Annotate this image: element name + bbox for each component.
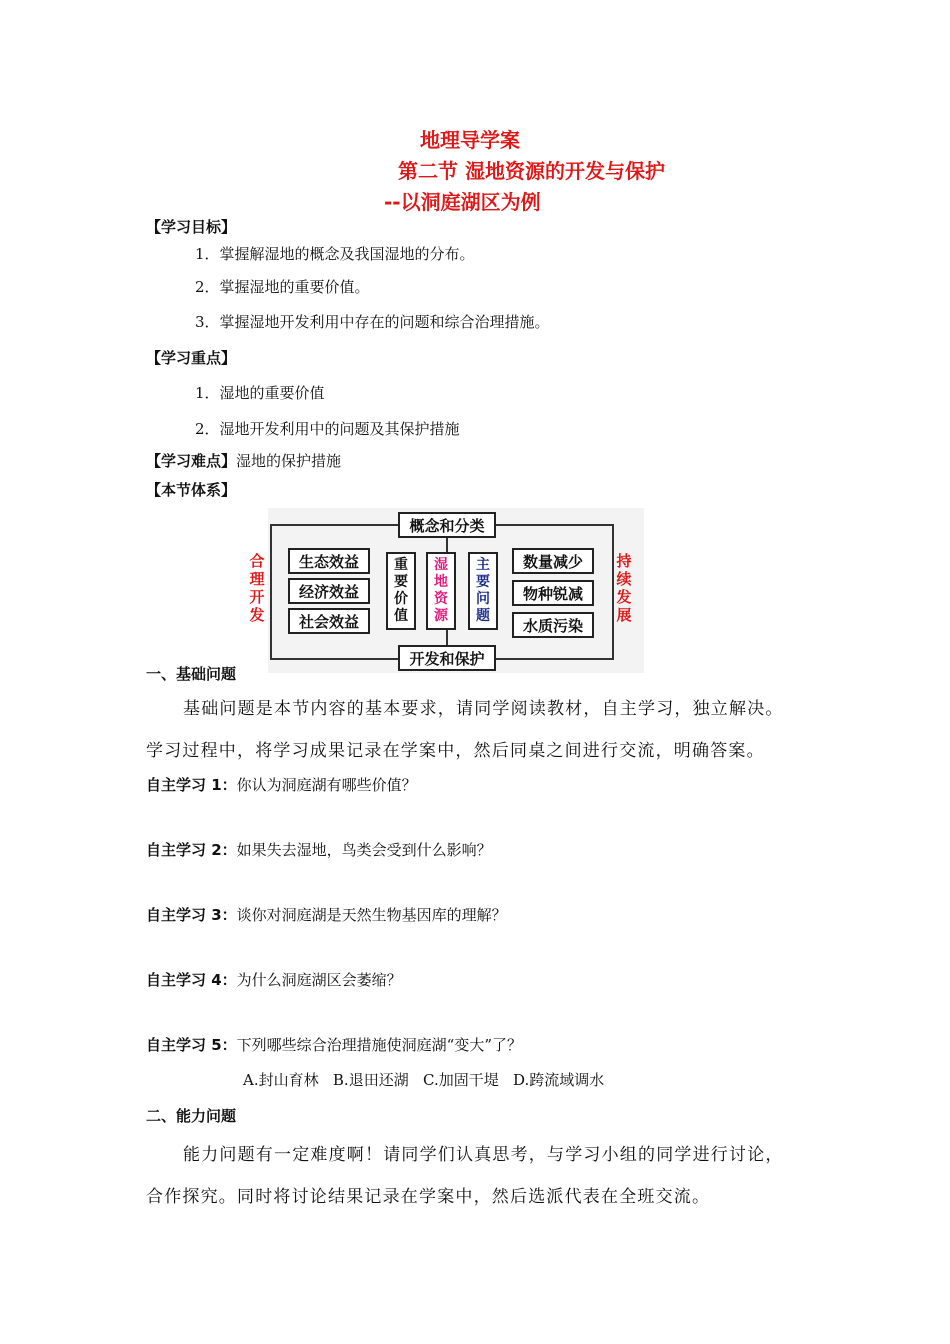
section2-paragraph: 合作探究。同时将讨论结果记录在学案中，然后选派代表在全班交流。 [146,1187,711,1207]
difficulty-line [146,450,341,471]
section1-paragraph: 基础问题是本节内容的基本要求，请同学阅读教材，自主学习，独立解决。 [183,699,784,719]
question-text: 如果失去湿地，鸟类会受到什么影响？ [236,841,492,859]
right-vertical-label: 持续发展 [616,552,632,624]
question-line [146,1034,522,1055]
question-text: 谈你对洞庭湖是天然生物基因库的理解？ [236,906,507,924]
keypoint-item: 2．湿地开发利用中的问题及其保护措施 [195,420,460,438]
concept-diagram [246,508,646,673]
problem-box: 数量减少 [512,548,594,574]
keypoints-heading: 【学习重点】 [146,349,237,367]
section2-paragraph: 能力问题有一定难度啊！请同学们认真思考，与学习小组的同学进行讨论， [183,1145,784,1165]
question-label: 自主学习 2： [146,841,237,859]
question-line [146,839,492,860]
center-box: 湿地资源 [426,552,456,630]
question-label: 自主学习 5： [146,1036,237,1054]
objective-item: 3．掌握湿地开发利用中存在的问题和综合治理措施。 [195,313,550,331]
problem-box: 水质污染 [512,612,594,638]
question-text: 下列哪些综合治理措施使洞庭湖“变大”了？ [236,1036,523,1054]
system-heading: 【本节体系】 [146,481,237,499]
keypoint-item: 1．湿地的重要价值 [195,384,325,402]
question-label: 自主学习 4： [146,971,237,989]
section2-heading: 二、能力问题 [146,1107,237,1125]
connector [446,630,448,645]
left-vertical-label: 合理开发 [249,552,265,624]
question-line [146,774,417,795]
answer-options: A.封山育林 B.退田还湖 C.加固干堤 D.跨流域调水 [243,1071,605,1089]
section-title: 第二节 湿地资源的开发与保护 [398,159,665,183]
objectives-heading: 【学习目标】 [146,218,237,236]
value-box: 重要价值 [386,552,416,630]
question-text: 你认为洞庭湖有哪些价值？ [236,776,417,794]
protection-box: 开发和保护 [398,645,496,671]
question-line [146,904,507,925]
problems-box: 主要问题 [468,552,498,630]
section1-paragraph: 学习过程中，将学习成果记录在学案中，然后同桌之间进行交流，明确答案。 [146,741,765,761]
concept-box: 概念和分类 [398,512,496,538]
question-label: 自主学习 1： [146,776,237,794]
benefit-box: 经济效益 [288,578,370,604]
question-label: 自主学习 3： [146,906,237,924]
difficulty-heading: 【学习难点】 [146,452,237,470]
benefit-box: 社会效益 [288,608,370,634]
question-text: 为什么洞庭湖区会萎缩？ [236,971,402,989]
section-subtitle: --以洞庭湖区为例 [384,190,541,214]
problem-box: 物种锐减 [512,580,594,606]
doc-title: 地理导学案 [420,128,520,152]
objective-item: 1．掌握解湿地的概念及我国湿地的分布。 [195,245,475,263]
objective-item: 2．掌握湿地的重要价值。 [195,278,370,296]
question-line [146,969,402,990]
difficulty-text: 湿地的保护措施 [236,452,342,470]
section1-heading: 一、基础问题 [146,665,237,683]
connector [446,538,448,552]
benefit-box: 生态效益 [288,548,370,574]
